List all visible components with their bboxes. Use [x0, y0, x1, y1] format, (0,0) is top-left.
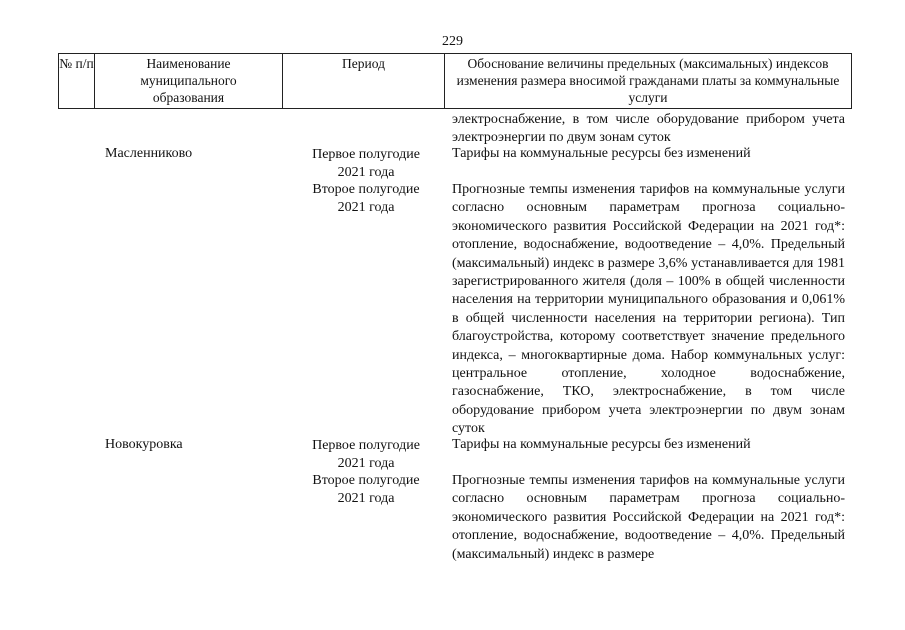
- period-second-half: Второе полугодие 2021 года: [312, 182, 420, 215]
- period-first-half: Первое полугодие 2021 года: [312, 147, 420, 180]
- municipality-name: Новокуровка: [105, 437, 183, 452]
- justification-forecast: Прогнозные темпы изменения тарифов на коммунальные услуги согласно основным параметрам прогноза социально-экономического развития Российской Федерации на 2021 год*: отопление, водоснабжение, водоотведение – 4,0%. Предельный (максимальный) индекс в размере: [452, 473, 845, 562]
- header-period: Период: [283, 54, 445, 108]
- justification-no-change: Тарифы на коммунальные ресурсы без изменений: [452, 437, 751, 452]
- period-first-half: Первое полугодие 2021 года: [312, 438, 420, 471]
- header-justification: Обоснование величины предельных (максимальных) индексов изменения размера вносимой гражданами платы за коммунальные услуги: [456, 56, 840, 105]
- justification-forecast: Прогнозные темпы изменения тарифов на коммунальные услуги согласно основным параметрам прогноза социально-экономического развития Российской Федерации на 2021 год*: отопление, водоснабжение, водоотведение – 4,0%. Предельный (максимальный) индекс в размере 3,6% устанавливается для 1981 зарегистрированного жителя (доля – 100% в общей численности населения на территории муниципального образования и 0,061% в общей численности населения на территории региона). Тип благоустройства, которому соответствует значение предельного индекса, – многоквартирные дома. Набор коммунальных услуг: центральное отопление, холодное водоснабжение, газоснабжение, ТКО, электроснабжение, в том числе оборудование прибором учета электроэнергии по двум зонам суток: [452, 182, 845, 437]
- continuation-text: электроснабжение, в том числе оборудование прибором учета электроэнергии по двум зонам суток: [452, 112, 845, 146]
- justification-no-change: Тарифы на коммунальные ресурсы без изменений: [452, 146, 751, 161]
- municipality-name: Масленниково: [105, 146, 193, 161]
- period-second-half: Второе полугодие 2021 года: [312, 473, 420, 506]
- header-number: № п/п: [59, 54, 95, 108]
- page-number: 229: [442, 34, 463, 49]
- table-header: [58, 53, 852, 109]
- header-municipality: Наименование муниципального образования: [95, 54, 283, 108]
